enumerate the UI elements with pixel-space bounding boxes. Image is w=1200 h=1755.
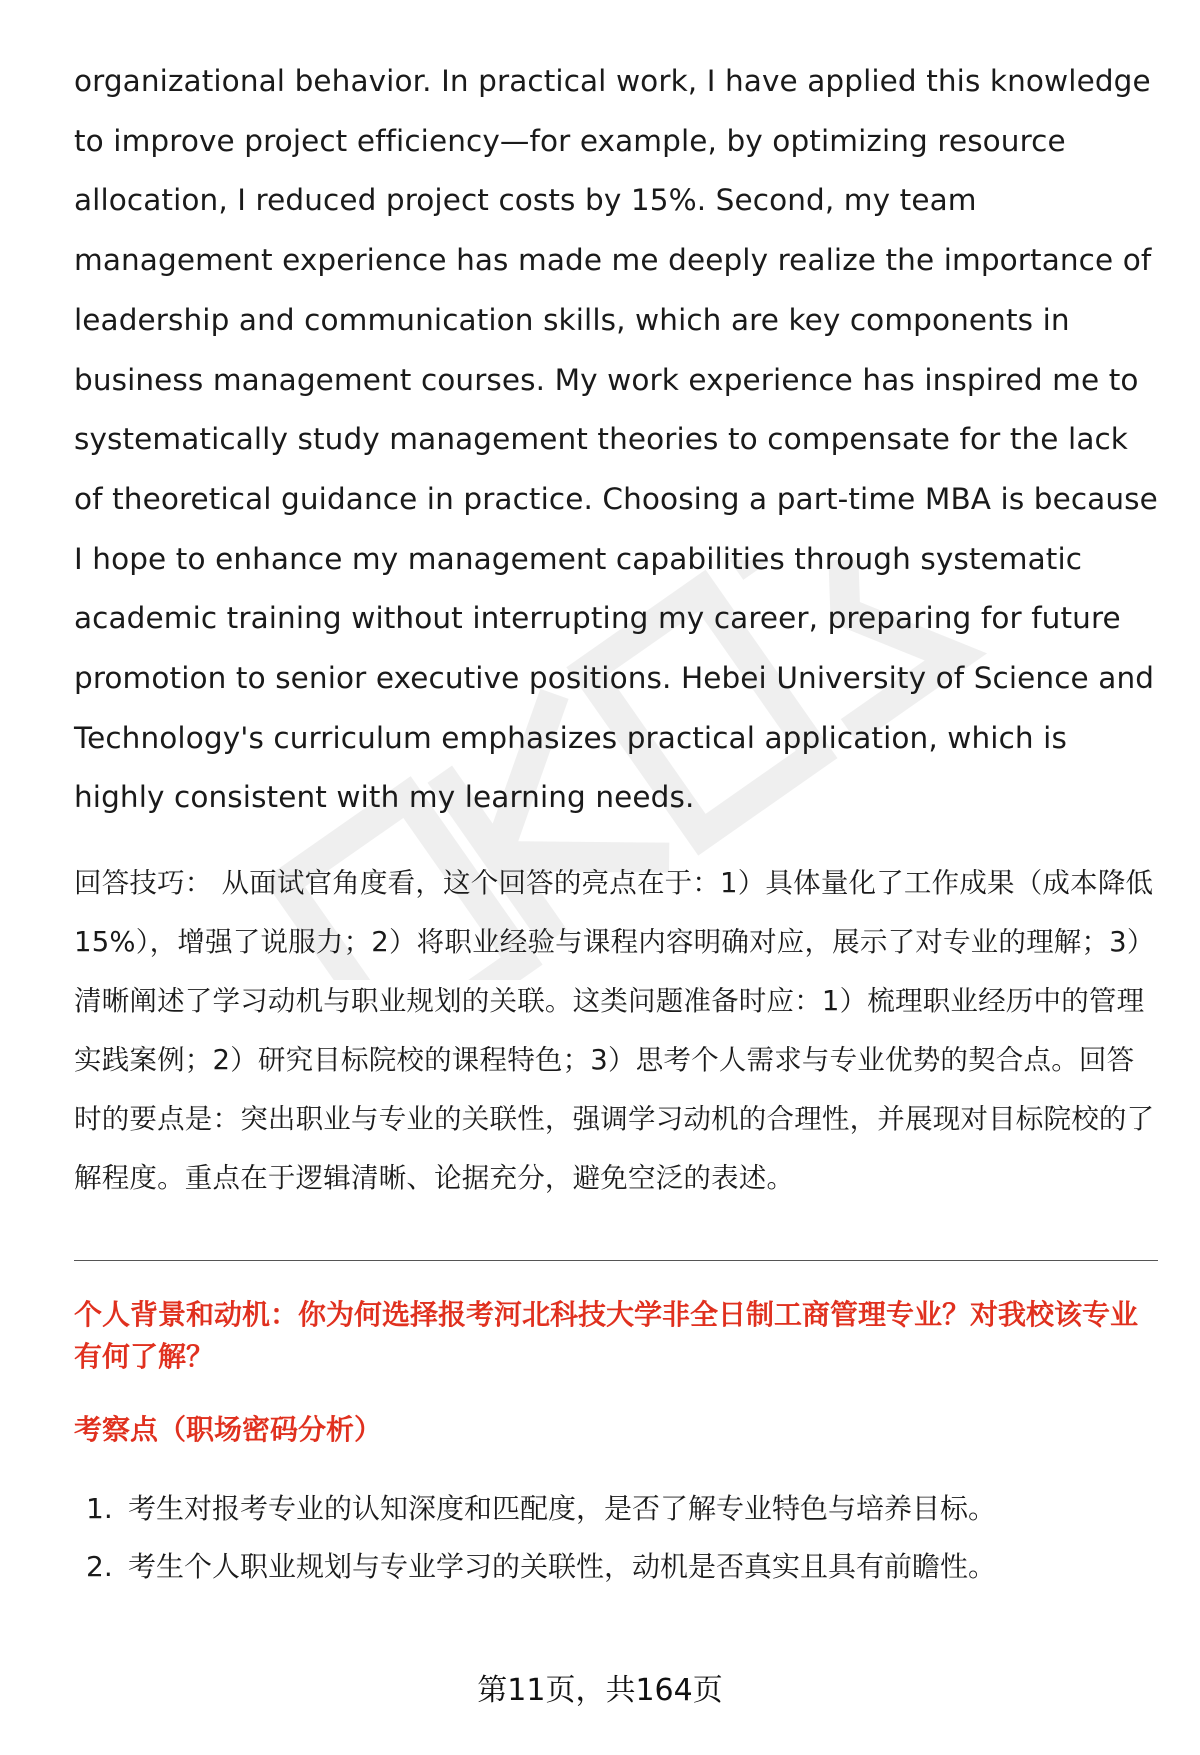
section-heading: 考察点（职场密码分析） [74, 1413, 383, 1447]
answer-paragraph: organizational behavior. In practical work, I have applied this knowledge to improve project efficiency—for example, by optimizing resource allocation, I reduced project costs by 15%. Second, my team management experience has made me deeply realize the importance of leadership and communication skills, which are key components in business management courses. My work experience has inspired me to systematically study management theories to compensate for the lack of theoretical guidance in practice. Choosing a part-time MBA is because I hope to enhance my management capabilities through systematic academic training without interrupting my career, preparing for future promotion to senior executive positions. Hebei University of Science and Technology's curriculum emphasizes practical application, which is highly consistent with my learning needs. [74, 64, 1158, 815]
list-item [74, 1538, 1158, 1596]
list-item-number: 2. [86, 1550, 113, 1584]
assessment-points-list [74, 1480, 1158, 1596]
page-number-footer: 第11页，共164页 [477, 1673, 723, 1708]
section-divider [74, 1260, 1158, 1261]
list-item-text: 考生个人职业规划与专业学习的关联性，动机是否真实且具有前瞻性。 [128, 1550, 997, 1584]
list-item [74, 1480, 1158, 1538]
page-content [74, 52, 1158, 1596]
answer-tips-paragraph: 回答技巧： 从面试官角度看，这个回答的亮点在于：1）具体量化了工作成果（成本降低15%），增强了说服力；2）将职业经验与课程内容明确对应，展示了对专业的理解；3）清晰阐述了学习动机与职业规划的关联。这类问题准备时应：1）梳理职业经历中的管理实践案例；2）研究目标院校的课程特色；3）思考个人需求与专业优势的契合点。回答时的要点是：突出职业与专业的关联性，强调学习动机的合理性，并展现对目标院校的了解程度。重点在于逻辑清晰、论据充分，避免空泛的表述。 [74, 867, 1155, 1195]
list-item-text: 考生对报考专业的认知深度和匹配度，是否了解专业特色与培养目标。 [128, 1492, 997, 1526]
question-heading: 个人背景和动机：你为何选择报考河北科技大学非全日制工商管理专业？对我校该专业有何了解？ [74, 1298, 1139, 1374]
list-item-number: 1. [86, 1492, 113, 1526]
